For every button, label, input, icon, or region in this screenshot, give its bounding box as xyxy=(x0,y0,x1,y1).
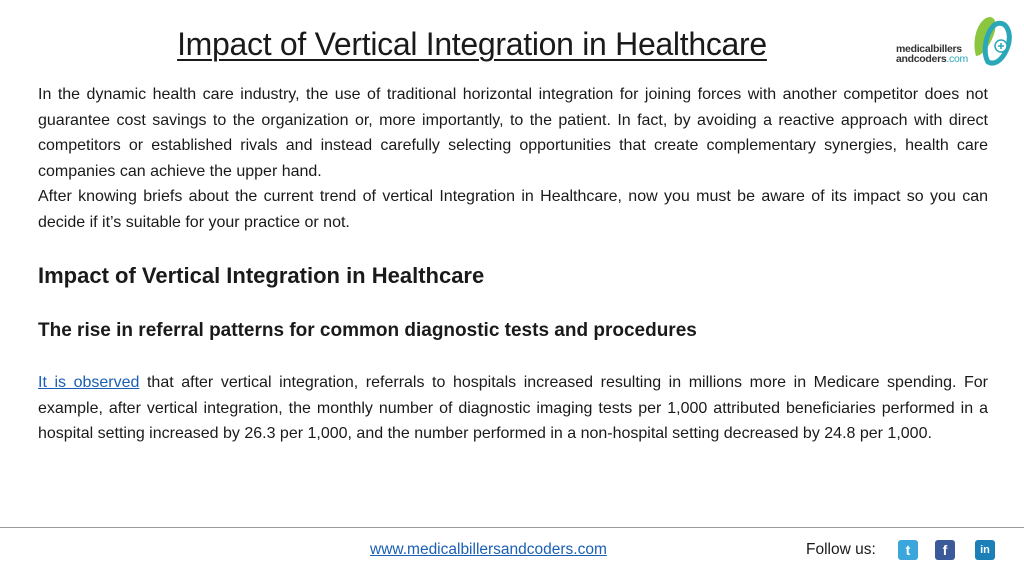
body-paragraph-text: that after vertical integration, referrals to hospitals increased resulting in millions more in Medicare spending. For example, after vertical integration, the monthly number of diagnostic imaging tests per 1,000 attributed beneficiaries performed in a hospital setting increased by 26.3 per 1,000, and the number performed in a non-hospital setting decreased by 24.8 per 1,000. xyxy=(38,374,988,442)
follow-us-label: Follow us: xyxy=(806,541,876,558)
twitter-glyph: t xyxy=(905,542,911,558)
intro-paragraph-2: After knowing briefs about the current trend of vertical Integration in Healthcare, now you must be aware of its impact so you can decide if it’s suitable for your practice or not. xyxy=(38,188,988,231)
logo-line-2: andcoders xyxy=(896,53,947,65)
logo-wordmark xyxy=(896,44,968,64)
website-link[interactable]: www.medicalbillersandcoders.com xyxy=(370,541,607,558)
logo-suffix: .com xyxy=(946,53,968,65)
facebook-icon[interactable] xyxy=(935,540,955,560)
section-heading: Impact of Vertical Integration in Healthcare xyxy=(38,263,485,288)
linkedin-glyph: in xyxy=(980,544,990,556)
logo-line-1: medicalbillers xyxy=(896,43,962,55)
footer-divider xyxy=(0,527,1024,528)
twitter-icon[interactable] xyxy=(898,540,918,560)
facebook-glyph: f xyxy=(942,542,948,558)
source-link[interactable]: It is observed xyxy=(38,374,140,391)
main-content xyxy=(38,82,988,447)
intro-paragraph: In the dynamic health care industry, the use of traditional horizontal integration for joining forces with another competitor does not guarantee cost savings to the organization or, more importantly, to the patient. In fact, by avoiding a reactive approach with direct competitors or established rivals and instead carefully selecting opportunities that create complementary synergies, health care companies can achieve the upper hand. xyxy=(38,86,988,180)
linkedin-icon[interactable] xyxy=(975,540,995,560)
page-title: Impact of Vertical Integration in Healthcare xyxy=(177,26,767,62)
subheading: The rise in referral patterns for common diagnostic tests and procedures xyxy=(38,320,697,341)
body-paragraph xyxy=(38,370,988,447)
company-logo[interactable] xyxy=(890,12,1014,74)
